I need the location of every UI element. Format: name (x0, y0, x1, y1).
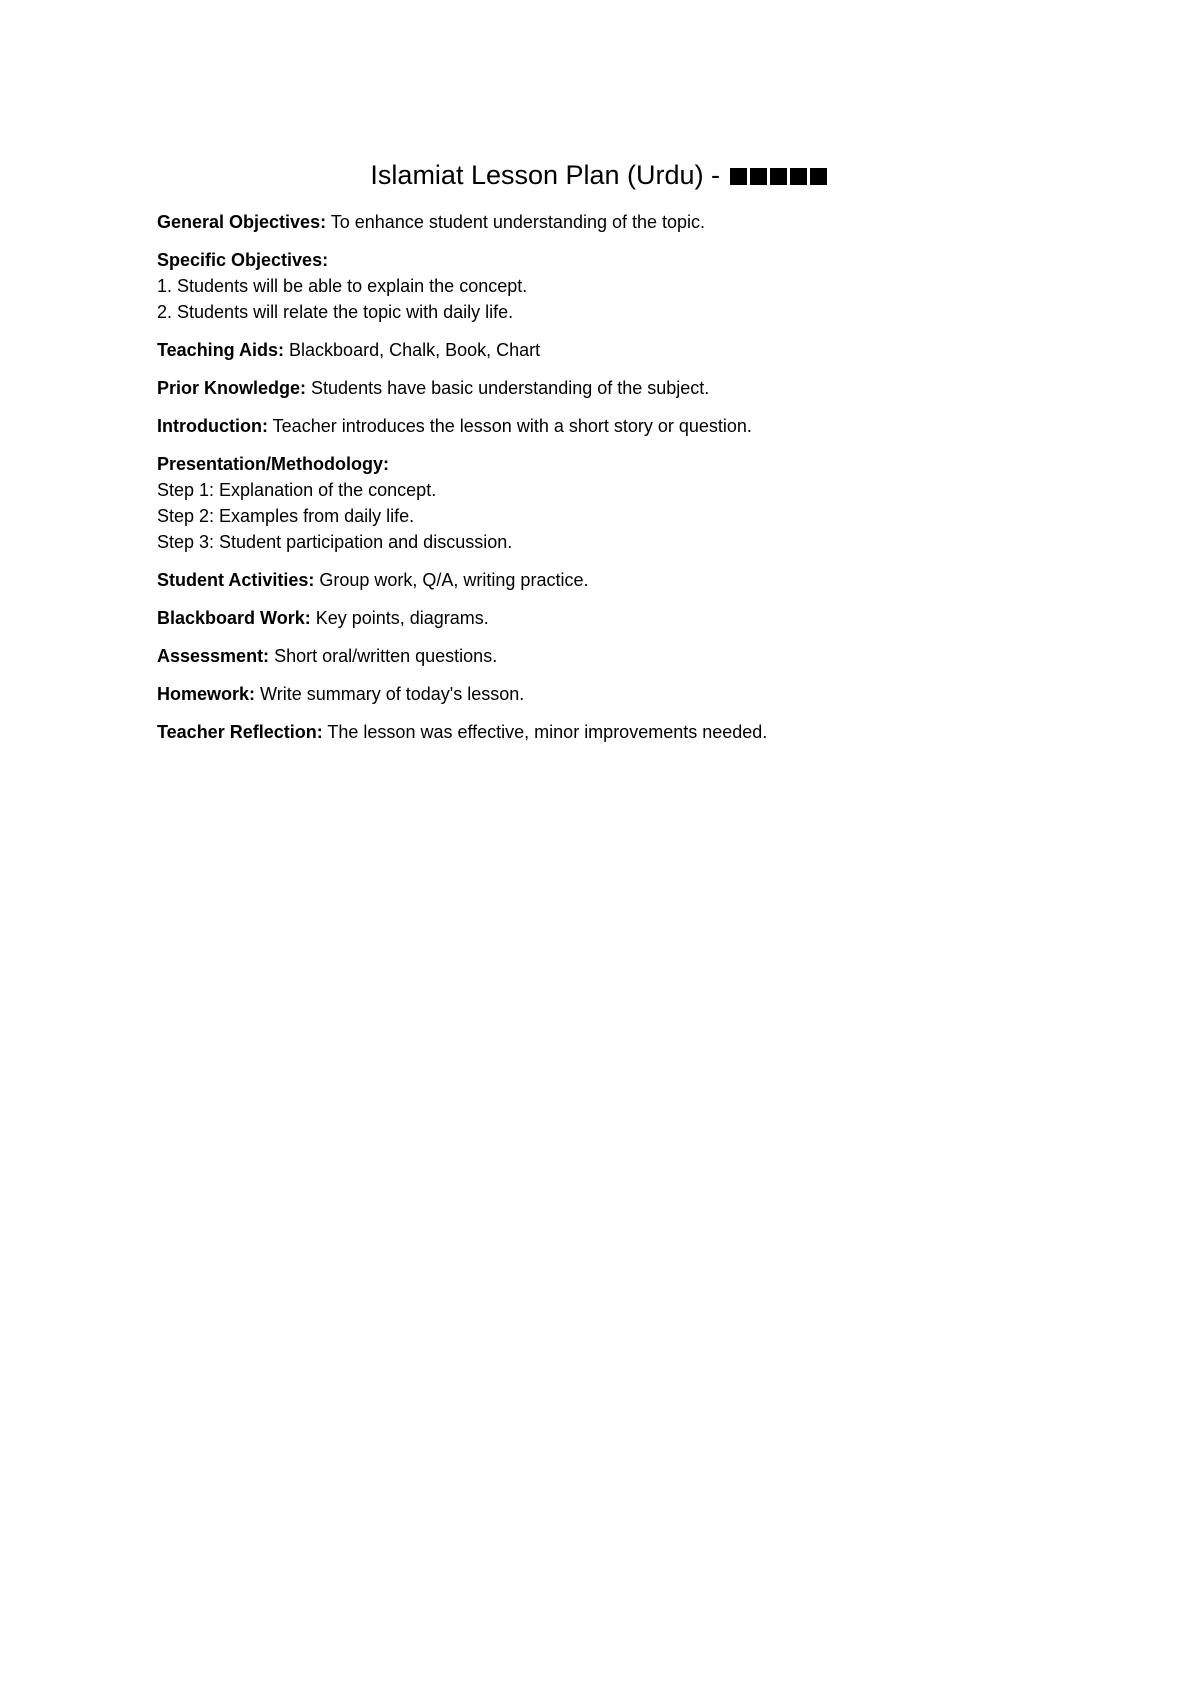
objective-line: 2. Students will relate the topic with daily life. (157, 302, 514, 322)
section-presentation-methodology (157, 451, 1057, 555)
section-label: General Objectives: (157, 212, 327, 232)
section-label: Teacher Reflection: (157, 722, 323, 742)
missing-glyph-icon (770, 168, 787, 185)
section-label: Introduction: (157, 416, 268, 436)
missing-glyph-icon (750, 168, 767, 185)
section-text: Students have basic understanding of the subject. (311, 378, 710, 398)
section-text: Teacher introduces the lesson with a short story or question. (272, 416, 752, 436)
section-blackboard-work (157, 605, 1057, 631)
title-text: Islamiat Lesson Plan (Urdu) - (370, 160, 728, 190)
missing-glyph-icon (810, 168, 827, 185)
section-text: Write summary of today's lesson. (260, 684, 525, 704)
step-line: Step 1: Explanation of the concept. (157, 480, 437, 500)
section-assessment (157, 643, 1057, 669)
section-text: Key points, diagrams. (315, 608, 489, 628)
missing-glyph-boxes (730, 158, 830, 192)
section-specific-objectives (157, 247, 1057, 325)
section-student-activities (157, 567, 1057, 593)
objective-line: 1. Students will be able to explain the concept. (157, 276, 528, 296)
section-text: To enhance student understanding of the topic. (330, 212, 706, 232)
section-label: Prior Knowledge: (157, 378, 307, 398)
section-label: Specific Objectives: (157, 250, 329, 270)
section-text: Group work, Q/A, writing practice. (319, 570, 589, 590)
section-label: Teaching Aids: (157, 340, 285, 360)
section-label: Blackboard Work: (157, 608, 311, 628)
section-text: The lesson was effective, minor improvements needed. (327, 722, 768, 742)
section-text: Short oral/written questions. (274, 646, 498, 666)
section-label: Presentation/Methodology: (157, 454, 390, 474)
section-text: Blackboard, Chalk, Book, Chart (289, 340, 541, 360)
section-prior-knowledge (157, 375, 1057, 401)
step-line: Step 3: Student participation and discussion. (157, 532, 513, 552)
section-teacher-reflection (157, 719, 1057, 745)
section-homework (157, 681, 1057, 707)
missing-glyph-icon (790, 168, 807, 185)
section-label: Homework: (157, 684, 256, 704)
step-line: Step 2: Examples from daily life. (157, 506, 415, 526)
lesson-plan-body (157, 209, 1057, 757)
section-label: Assessment: (157, 646, 270, 666)
missing-glyph-icon (730, 168, 747, 185)
section-general-objectives (157, 209, 1057, 235)
section-label: Student Activities: (157, 570, 315, 590)
section-teaching-aids (157, 337, 1057, 363)
document-title (0, 158, 1200, 192)
section-introduction (157, 413, 1057, 439)
